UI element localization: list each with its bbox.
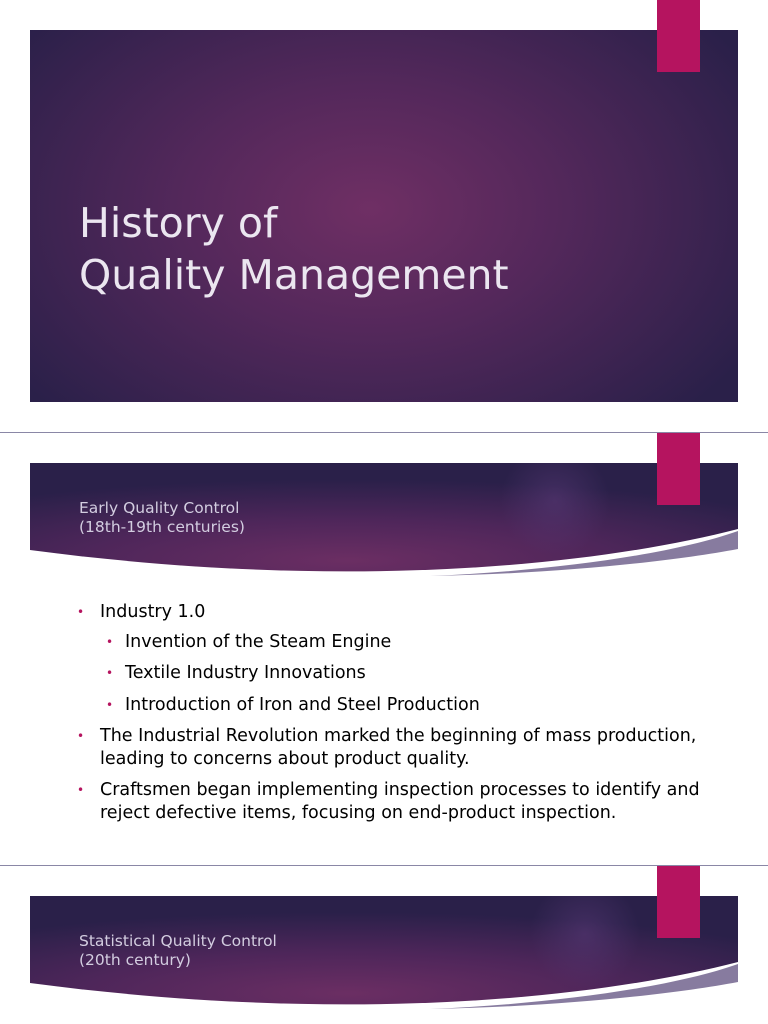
list-item-text: Invention of the Steam Engine <box>125 632 392 652</box>
title-line-1: History of <box>79 199 278 247</box>
bullet-dot-icon: • <box>77 605 85 619</box>
header-line-2: (20th century) <box>79 951 191 969</box>
header-line-1: Early Quality Control <box>79 499 240 517</box>
title-line-2: Quality Management <box>79 251 509 299</box>
header-line-2: (18th-19th centuries) <box>79 518 245 536</box>
list-item-text: The Industrial Revolution marked the beginning of mass production, leading to concerns about product quality. <box>100 726 697 769</box>
list-item-text: Introduction of Iron and Steel Production <box>125 695 480 715</box>
list-item <box>77 601 730 624</box>
list-item <box>77 725 730 771</box>
bullet-dot-icon: • <box>77 783 85 797</box>
list-item-text: Industry 1.0 <box>100 602 206 622</box>
slide-early-quality-control <box>0 433 768 865</box>
accent-tab <box>657 866 700 938</box>
accent-tab <box>657 0 700 72</box>
list-item <box>106 631 725 654</box>
accent-tab <box>657 433 700 505</box>
slide-header <box>79 932 499 970</box>
bullet-dot-icon: • <box>106 635 114 649</box>
bullet-dot-icon: • <box>106 666 114 680</box>
list-item <box>106 694 725 717</box>
header-line-1: Statistical Quality Control <box>79 932 277 950</box>
slide-title-text <box>79 197 679 301</box>
bullet-dot-icon: • <box>77 729 85 743</box>
list-item <box>106 662 725 685</box>
list-item-text: Textile Industry Innovations <box>125 663 366 683</box>
bullet-dot-icon: • <box>106 698 114 712</box>
slide-title <box>0 0 768 432</box>
list-item-text: Craftsmen began implementing inspection processes to identify and reject defective items, focusing on end-product inspection. <box>100 780 700 823</box>
slide-header <box>79 499 499 537</box>
list-item <box>77 779 730 825</box>
slide-statistical-quality-control <box>0 866 768 1024</box>
